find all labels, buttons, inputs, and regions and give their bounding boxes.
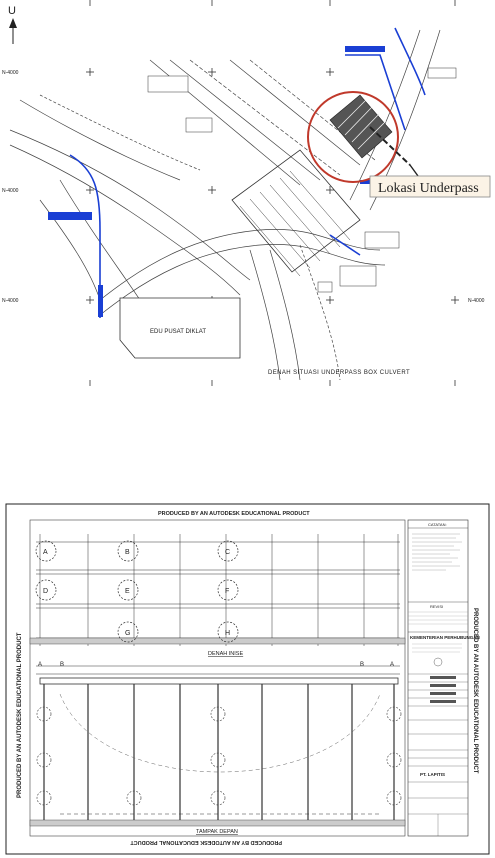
detail-label: A [43, 549, 48, 556]
grid-label: N-4000 [2, 70, 19, 76]
grid-label: N-4000 [2, 188, 19, 194]
site-plan-drawing [0, 0, 495, 420]
north-label: U [8, 5, 16, 17]
detail-label: E [125, 588, 130, 595]
drainage-marker [98, 285, 103, 317]
detail-label: B [125, 549, 130, 556]
plan-title: DENAH INISE [208, 651, 244, 657]
detail-label: C [225, 549, 231, 556]
section-mark: B [60, 662, 65, 668]
watermark-left: PRODUCED BY AN AUTODESK EDUCATIONAL PRODUCT [17, 632, 23, 798]
section-mark: B [360, 662, 365, 668]
structural-drawing-sheet [0, 498, 495, 858]
north-arrow-icon [9, 18, 17, 44]
titleblock-catatan: CATATAN: [428, 522, 447, 527]
drawing-title: DENAH SITUASI UNDERPASS BOX CULVERT [268, 370, 411, 376]
detail-label: H [225, 630, 231, 637]
titleblock-company: PT. LAPITIS [420, 772, 446, 777]
elevation-footing [30, 820, 405, 826]
detail-label: D [43, 588, 49, 595]
callout-arrow [410, 165, 418, 176]
watermark-bottom: PRODUCED BY AN AUTODESK EDUCATIONAL PRODUCT [130, 839, 282, 845]
section-mark: A [38, 662, 43, 668]
plan-footing [30, 638, 405, 644]
titleblock-revisi: REVISI [430, 604, 444, 609]
grid-label: N-4000 [468, 298, 485, 304]
blue-annotations [48, 46, 385, 220]
watermark-top: PRODUCED BY AN AUTODESK EDUCATIONAL PRODUCT [158, 511, 310, 517]
section-mark: A [390, 662, 395, 668]
building-outline [120, 298, 240, 358]
building-label: EDU PUSAT DIKLAT [150, 329, 207, 335]
grid-label: N-4000 [2, 298, 19, 304]
titleblock-ministry: KEMENTERIAN PERHUBUNGAN [410, 635, 480, 640]
site-plan-svg [0, 0, 495, 420]
elevation-title: TAMPAK DEPAN [196, 829, 238, 835]
watermark-right: PRODUCED BY AN AUTODESK EDUCATIONAL PRODUCT [472, 608, 478, 774]
detail-label: F [225, 588, 230, 595]
callout-label: Lokasi Underpass [378, 181, 479, 196]
structural-svg [0, 498, 495, 858]
detail-label: G [125, 630, 131, 637]
